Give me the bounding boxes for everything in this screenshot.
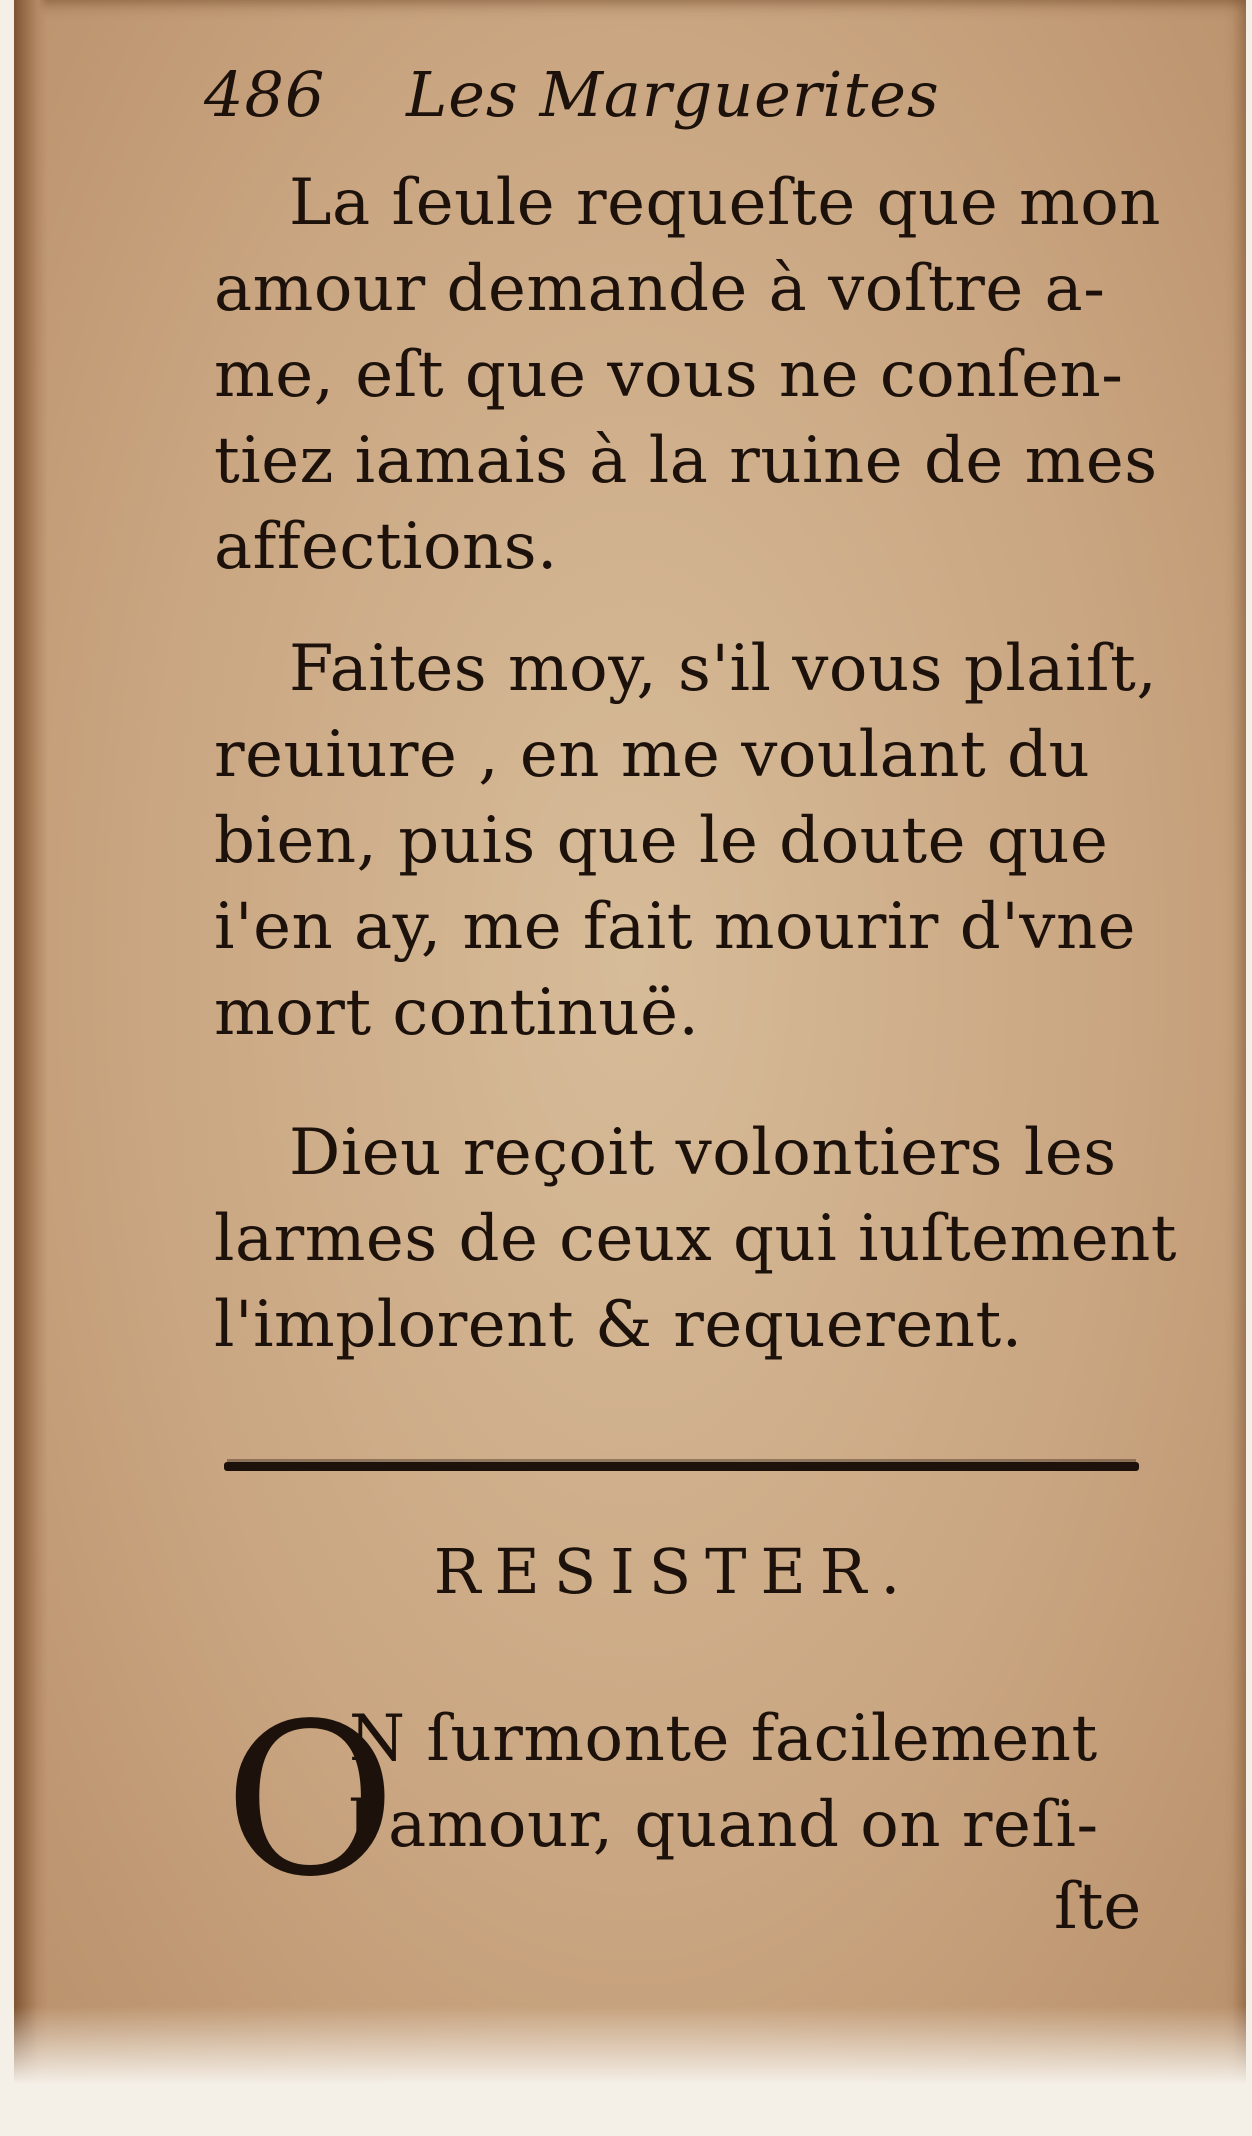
text-line: l'implorent & requerent. bbox=[214, 1288, 1023, 1362]
text-line: me, eſt que vous ne conſen- bbox=[214, 338, 1124, 412]
book-page bbox=[14, 0, 1246, 2136]
text-line: La ſeule requeſte que mon bbox=[289, 166, 1161, 240]
page-bottom-margin bbox=[14, 2006, 1246, 2136]
running-header bbox=[204, 58, 940, 131]
section-title: RESISTER. bbox=[433, 1535, 915, 1608]
text-line: l'amour, quand on reſi- bbox=[349, 1788, 1099, 1862]
text-line: amour demande à voſtre a- bbox=[214, 252, 1106, 326]
catchword: ſte bbox=[1054, 1870, 1142, 1944]
text-line: affections. bbox=[214, 510, 558, 584]
page-gutter-shadow bbox=[14, 0, 48, 2136]
text-line: N ſurmonte facilement bbox=[349, 1702, 1098, 1776]
text-line: Dieu reçoit volontiers les bbox=[289, 1116, 1117, 1190]
text-line: mort continuë. bbox=[214, 976, 700, 1050]
page-number: 486 bbox=[204, 58, 326, 131]
text-line: i'en ay, me fait mourir d'vne bbox=[214, 890, 1137, 964]
section-divider-rule bbox=[224, 1462, 1139, 1471]
text-line: larmes de ceux qui iuſtement bbox=[214, 1202, 1177, 1276]
drop-cap: O bbox=[224, 1678, 397, 1923]
text-line: tiez iamais à la ruine de mes bbox=[214, 424, 1158, 498]
running-title: Les Marguerites bbox=[406, 58, 940, 131]
text-line: Faites moy, s'il vous plaiſt, bbox=[289, 632, 1158, 706]
text-line: reuiure , en me voulant du bbox=[214, 718, 1091, 792]
text-line: bien, puis que le doute que bbox=[214, 804, 1109, 878]
